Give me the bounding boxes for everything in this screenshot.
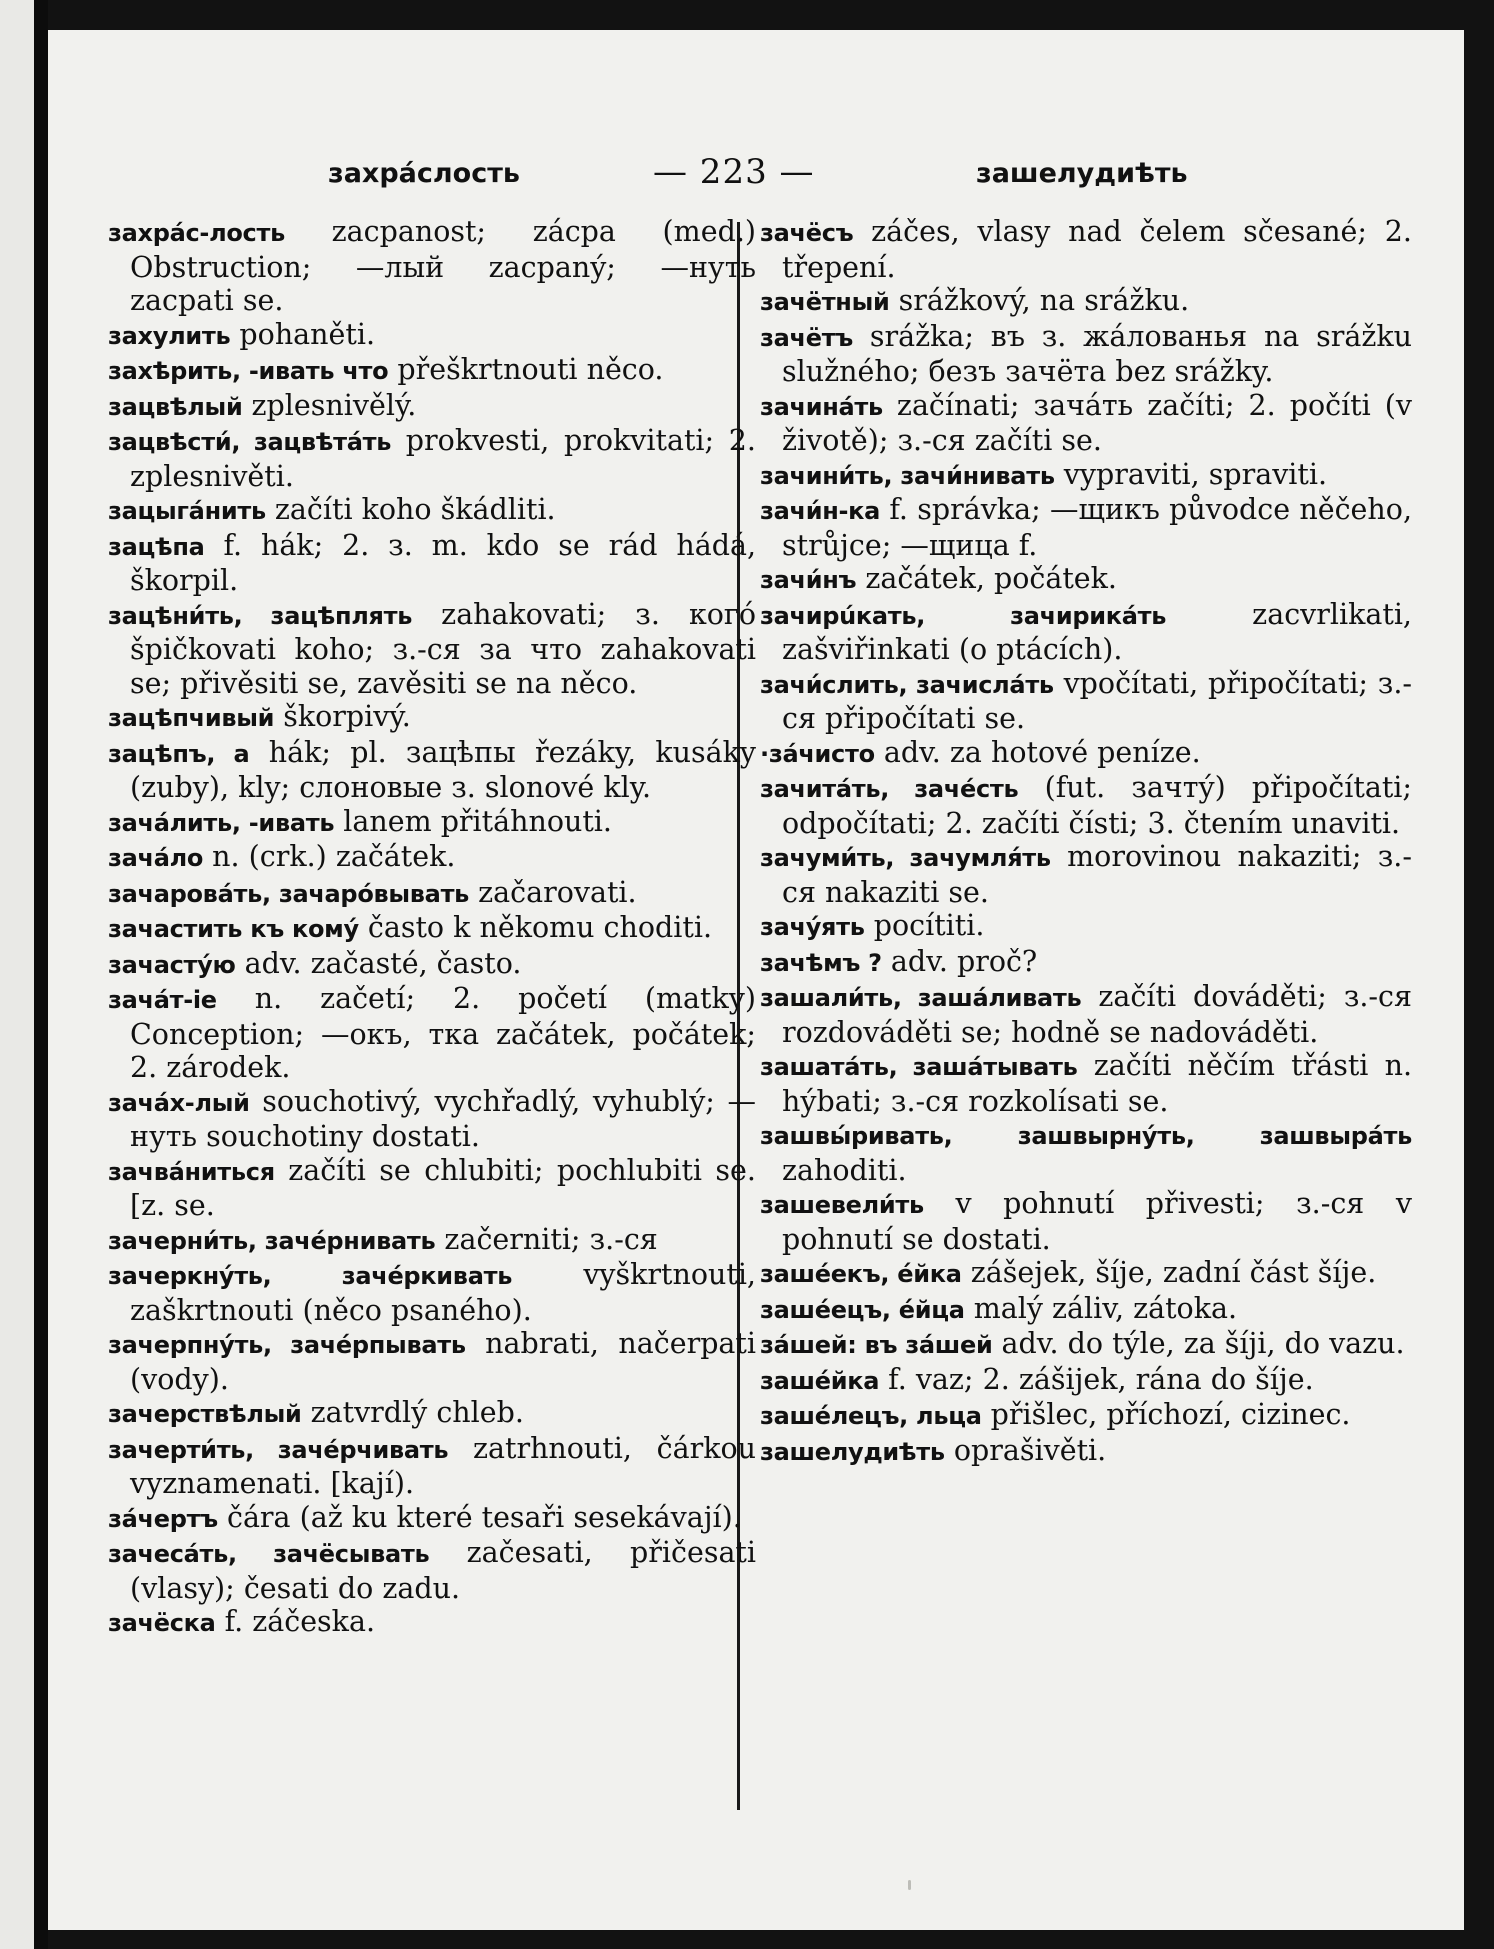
dictionary-entry xyxy=(760,1327,1412,1363)
definition: začerniti; з.-ся xyxy=(435,1222,658,1256)
definition: f. hák; 2. з. m. kdo se rád hádá, škorpil. xyxy=(130,528,756,597)
dictionary-entry xyxy=(108,840,756,876)
dictionary-entry xyxy=(108,1223,756,1259)
dictionary-entry xyxy=(108,700,756,736)
headword: зачёсъ xyxy=(760,219,854,247)
definition: zášejek, šíje, zadní část šíje. xyxy=(961,1256,1377,1289)
dictionary-entry xyxy=(760,1363,1412,1399)
definition: adv. začasté, často. xyxy=(235,946,522,980)
headword: зачерни́ть, зачéрнивать xyxy=(108,1226,436,1255)
definition: adv. do týle, za šíji, do vazu. xyxy=(992,1327,1405,1360)
headword: зачастýю xyxy=(108,950,236,979)
dictionary-entry xyxy=(760,1292,1412,1328)
headword: зачётный xyxy=(760,288,890,316)
headword: зачаровáть, зачарóвывать xyxy=(108,879,470,908)
headword: зачёска xyxy=(108,1609,216,1637)
dictionary-entry xyxy=(108,1085,756,1154)
dictionary-entry xyxy=(108,805,756,841)
definition: začesati, přičesati (vlasy); česati do zadu. xyxy=(130,1536,757,1605)
definition: často k někomu choditi. xyxy=(358,911,713,944)
headword: зачирúкать, зачирикáть xyxy=(760,601,1167,630)
dictionary-entry xyxy=(108,1327,756,1396)
headword: захулить xyxy=(108,321,231,350)
definition: záčes, vlasy nad čelem sčesané; 2. třepení. xyxy=(782,215,1412,284)
header-left-guide-word: захрáслость xyxy=(328,158,520,189)
definition: srážka; въ з. жáлованья na srážku služného; безъ зачёта bez srážky. xyxy=(782,319,1412,388)
headword: зачинáть xyxy=(760,392,883,421)
definition: vpočítati, připočítati; з.-ся připočítati se. xyxy=(782,666,1413,735)
dictionary-entry xyxy=(760,909,1412,945)
definition: souchotivý, vychřadlý, vyhublý; —нуть souchotiny dostati. xyxy=(130,1084,756,1153)
dictionary-entry xyxy=(108,353,756,389)
dictionary-entry xyxy=(108,947,756,983)
dictionary-page xyxy=(48,30,1464,1930)
header-right-guide-word: зашелудиѣть xyxy=(976,158,1188,189)
dictionary-entry xyxy=(108,1536,756,1605)
headword: зачáлить, -ивать xyxy=(108,808,335,837)
dictionary-entry xyxy=(108,424,756,493)
headword: зачѣмъ ? xyxy=(760,948,882,977)
dictionary-entry xyxy=(108,736,756,805)
headword: зачастить къ комý xyxy=(108,915,359,943)
dictionary-entry xyxy=(760,945,1412,981)
headword: зачесáть, зачёсывать xyxy=(108,1540,430,1568)
definition: adv. proč? xyxy=(881,944,1038,978)
dictionary-entry xyxy=(760,320,1412,389)
dictionary-entry xyxy=(760,562,1412,598)
headword: зачерствѣлый xyxy=(108,1400,302,1428)
definition: srážkový, na srážku. xyxy=(889,284,1190,317)
definition: přišlec, příchozí, cizinec. xyxy=(981,1398,1351,1431)
definition: malý záliv, zátoka. xyxy=(964,1291,1238,1325)
headword: зачýять xyxy=(760,913,865,941)
definition: začarovati. xyxy=(469,875,637,909)
dictionary-entry xyxy=(108,389,756,425)
headword: зацвѣлый xyxy=(108,392,243,421)
dictionary-entry xyxy=(760,980,1412,1049)
dictionary-entry xyxy=(760,1187,1412,1256)
headword: зацыгáнить xyxy=(108,497,266,525)
scan-speck xyxy=(908,1880,911,1890)
definition: vyškrtnouti, zaškrtnouti (něco psaného). xyxy=(130,1258,756,1327)
headword: захрáс-лость xyxy=(108,219,285,247)
left-column xyxy=(108,215,756,1641)
headword: зачáло xyxy=(108,844,204,872)
dictionary-entry xyxy=(108,911,756,947)
dictionary-entry xyxy=(760,458,1412,494)
dictionary-entry xyxy=(760,840,1412,909)
headword: зацвѣсти́, зацвѣтáть xyxy=(108,428,392,456)
definition: v pohnutí přivesti; з.-ся v pohnutí se dostati. xyxy=(782,1187,1412,1256)
headword: зацѣпъ, а xyxy=(108,739,250,768)
dictionary-entry xyxy=(760,1256,1412,1292)
definition: začíti něčím třásti n. hýbati; з.-ся rozkolísati se. xyxy=(782,1049,1412,1118)
definition: pohaněti. xyxy=(230,317,376,351)
adjacent-page-edge xyxy=(0,0,34,1949)
definition: lanem přitáhnouti. xyxy=(334,804,612,838)
definition: začínati; зачáть začíti; 2. počíti (v životě); з.-ся začíti se. xyxy=(782,388,1412,457)
dictionary-entry xyxy=(760,1398,1412,1434)
definition: vypraviti, spraviti. xyxy=(1054,457,1328,491)
dictionary-entry xyxy=(108,493,756,529)
headword: захѣрить, -ивать что xyxy=(108,357,389,385)
definition: n. (crk.) začátek. xyxy=(203,840,456,873)
dictionary-entry xyxy=(108,982,756,1085)
definition: (fut. зачтý) připočítati; odpočítati; 2. začíti čísti; 3. čtením unaviti. xyxy=(782,771,1412,840)
headword: зачерпнýть, зачéрпывать xyxy=(108,1331,466,1359)
headword: зачвáниться xyxy=(108,1157,275,1186)
headword: зачитáть, зачéсть xyxy=(760,775,1019,803)
definition: oprašivěti. xyxy=(944,1433,1107,1467)
headword: зачи́н-ка xyxy=(760,497,881,525)
dictionary-entry xyxy=(760,284,1412,320)
dictionary-entry xyxy=(760,771,1412,840)
definition: začíti se chlubiti; pochlubiti se. [z. se. xyxy=(130,1153,756,1222)
definition: hák; pl. зацѣпы řezáky, kusáky (zuby), kly; слоновые з. slonové kly. xyxy=(130,735,756,804)
dictionary-entry xyxy=(108,1154,756,1223)
definition: začíti koho škádliti. xyxy=(265,493,556,526)
headword: зашевели́ть xyxy=(760,1191,924,1219)
dictionary-entry xyxy=(760,389,1412,458)
headword: заше́ецъ, е́йца xyxy=(760,1295,965,1324)
dictionary-entry xyxy=(760,1434,1412,1470)
headword: заше́екъ, е́йка xyxy=(760,1260,962,1288)
definition: škorpivý. xyxy=(274,700,411,733)
dictionary-entry xyxy=(108,1501,756,1537)
definition: zacpanost; zácpa (med.) Obstruction; —лый zacpaný; —нуть zacpati se. xyxy=(130,215,756,317)
headword: ·зáчисто xyxy=(760,739,875,768)
dictionary-entry xyxy=(760,1118,1412,1187)
headword: зáчертъ xyxy=(108,1504,218,1533)
headword: зачётъ xyxy=(760,323,854,352)
definition: n. začetí; 2. početí (matky) Conception; —окъ, тка začátek, počátek; 2. zárodek. xyxy=(130,982,756,1084)
headword: зáшей: въ зáшей xyxy=(760,1331,993,1359)
headword: зашелудиѣть xyxy=(760,1437,945,1466)
dictionary-entry xyxy=(108,1396,756,1432)
headword: зачáх-лый xyxy=(108,1088,250,1117)
definition: zatrhnouti, čárkou vyznamenati. [kají). xyxy=(130,1431,756,1500)
dictionary-entry xyxy=(760,598,1412,667)
headword: заше́лецъ, льца xyxy=(760,1402,982,1430)
running-header xyxy=(48,148,1464,208)
definition: f. vaz; 2. zášijek, rána do šíje. xyxy=(879,1362,1314,1396)
headword: зачуми́ть, зачумля́ть xyxy=(760,844,1051,872)
definition: zatvrdlý chleb. xyxy=(301,1396,524,1429)
headword: зацѣпчивый xyxy=(108,704,275,732)
headword: зачи́нъ xyxy=(760,566,857,594)
definition: nabrati, načerpati (vody). xyxy=(130,1327,756,1396)
page-number: — 223 — xyxy=(653,152,815,192)
definition: zacvrlikati, zašviřinkati (o ptácích). xyxy=(782,597,1412,666)
dictionary-entry xyxy=(108,1258,756,1327)
dictionary-entry xyxy=(760,736,1412,772)
definition: zplesnivělý. xyxy=(242,388,417,422)
headword: зашвы́ривать, зашвырнýть, зашвырáть xyxy=(760,1122,1412,1150)
definition: prokvesti, prokvitati; 2. zplesnivěti. xyxy=(130,424,756,493)
definition: f. správka; —щикъ původce něčeho, strůjce; —щица f. xyxy=(782,493,1412,562)
dictionary-entry xyxy=(108,876,756,912)
dictionary-entry xyxy=(760,493,1412,562)
dictionary-entry xyxy=(108,1605,756,1641)
definition: začíti dováděti; з.-ся rozdováděti se; hodně se nadováděti. xyxy=(782,980,1412,1049)
definition: začátek, počátek. xyxy=(856,562,1117,595)
headword: зашали́ть, зашáливать xyxy=(760,984,1082,1012)
right-column xyxy=(760,215,1412,1469)
scan-gutter xyxy=(34,0,48,1949)
definition: zahoditi. xyxy=(782,1153,907,1187)
headword: зачи́слить, зачислáть xyxy=(760,670,1054,699)
headword: зачерти́ть, зачéрчивать xyxy=(108,1435,449,1464)
dictionary-entry xyxy=(760,1049,1412,1118)
definition: pocítiti. xyxy=(864,909,985,942)
headword: зацѣни́ть, зацѣплять xyxy=(108,601,413,630)
dictionary-entry xyxy=(108,215,756,318)
dictionary-entry xyxy=(108,1432,756,1501)
dictionary-entry xyxy=(760,215,1412,284)
definition: přeškrtnouti něco. xyxy=(388,353,664,386)
headword: зацѣпа xyxy=(108,532,205,561)
definition: morovinou nakaziti; з.-ся nakaziti se. xyxy=(782,840,1412,909)
definition: zahakovati; з. когó špičkovati koho; з.-ся за что zahakovati se; přivěsiti se, zavěsiti se na něco. xyxy=(130,597,757,700)
headword: заше́йка xyxy=(760,1366,880,1395)
headword: зашатáть, зашáтывать xyxy=(760,1053,1078,1081)
headword: зачáт-ie xyxy=(108,986,217,1014)
dictionary-entry xyxy=(108,529,756,598)
definition: adv. za hotové peníze. xyxy=(874,735,1201,769)
dictionary-entry xyxy=(760,667,1412,736)
definition: f. záčeska. xyxy=(215,1605,376,1638)
definition: čára (až ku které tesaři sesekávají). xyxy=(217,1500,742,1534)
headword: зачеркнýть, зачéркивать xyxy=(108,1262,513,1290)
dictionary-entry xyxy=(108,598,756,701)
dictionary-entry xyxy=(108,318,756,354)
headword: зачини́ть, зачи́нивать xyxy=(760,461,1055,490)
